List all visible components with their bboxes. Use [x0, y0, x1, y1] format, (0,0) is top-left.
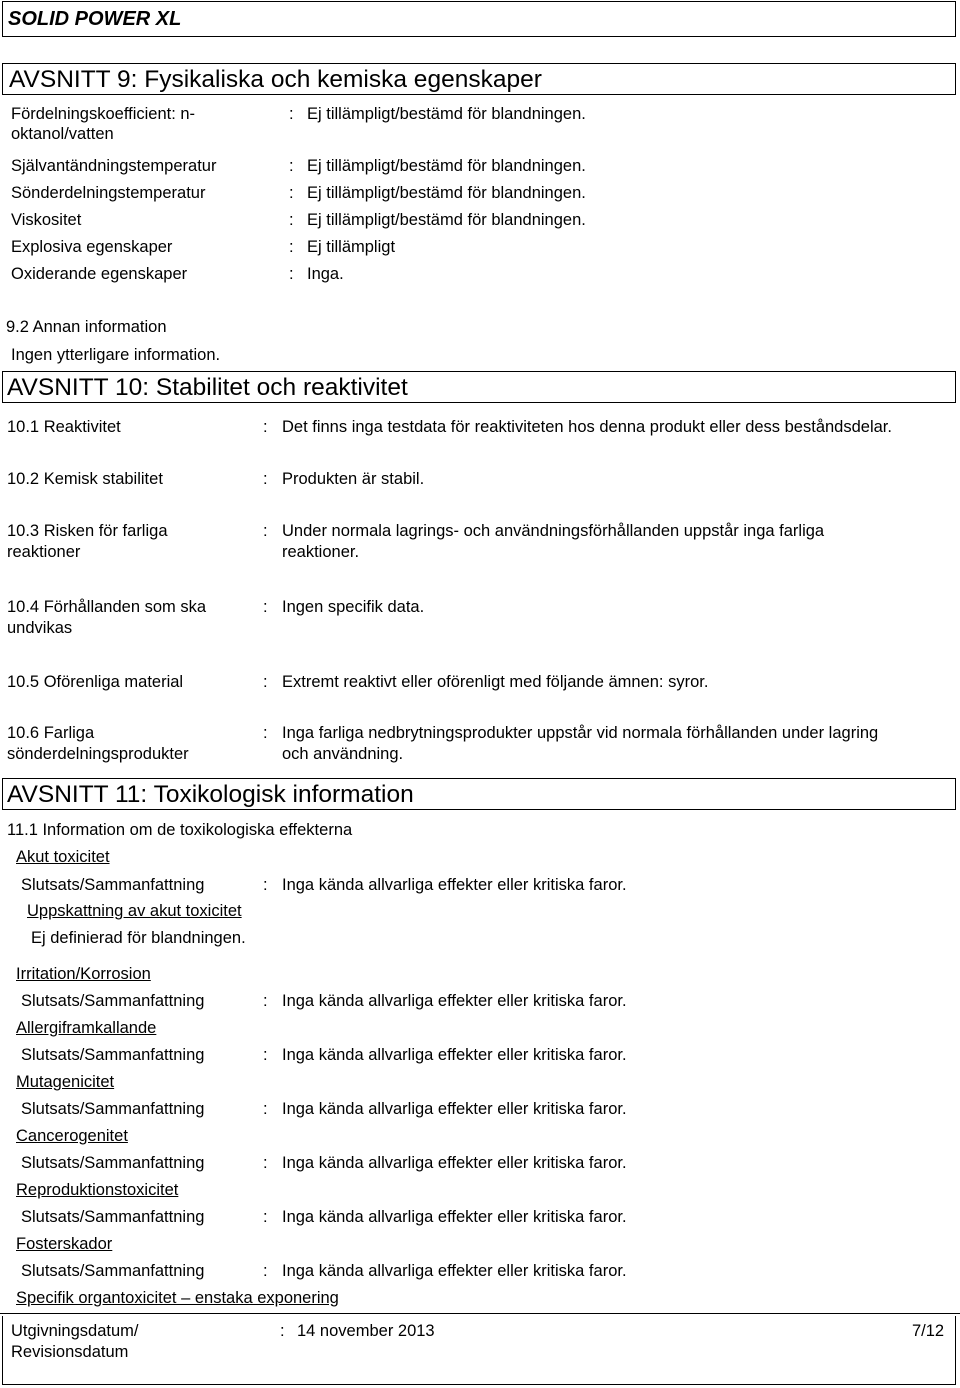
colon: :	[289, 157, 294, 175]
estimate-text: Ej definierad för blandningen.	[31, 929, 246, 947]
subsection-text: Ingen ytterligare information.	[11, 346, 221, 364]
colon: :	[263, 673, 268, 691]
summary-label: Slutsats/Sammanfattning	[21, 876, 205, 894]
property-value: Inga farliga nedbrytningsprodukter uppstår vid normala förhållanden under lagring	[282, 724, 879, 742]
toxicity-heading: Fosterskador	[16, 1235, 113, 1253]
colon: :	[263, 598, 268, 616]
section-10-title: AVSNITT 10: Stabilitet och reaktivitet	[7, 374, 408, 401]
property-label: Explosiva egenskaper	[11, 238, 173, 256]
footer-label-cont: Revisionsdatum	[11, 1343, 129, 1361]
colon: :	[263, 470, 268, 488]
property-value: Ej tillämpligt/bestämd för blandningen.	[307, 105, 586, 123]
summary-value: Inga kända allvarliga effekter eller kritiska faror.	[282, 1046, 627, 1064]
property-value-cont: och användning.	[282, 745, 404, 763]
footer	[2, 1316, 956, 1385]
summary-label: Slutsats/Sammanfattning	[21, 992, 205, 1010]
colon: :	[263, 876, 268, 894]
property-label: Oxiderande egenskaper	[11, 265, 188, 283]
subsection-heading: 9.2 Annan information	[6, 318, 167, 336]
property-label-cont: reaktioner	[7, 543, 81, 561]
property-value: Ej tillämpligt/bestämd för blandningen.	[307, 211, 586, 229]
colon: :	[263, 724, 268, 742]
property-label-cont: oktanol/vatten	[11, 125, 114, 143]
page-number: 7/12	[912, 1322, 945, 1340]
product-name: SOLID POWER XL	[8, 8, 182, 30]
property-label: 10.1 Reaktivitet	[7, 418, 121, 436]
property-label-cont: sönderdelningsprodukter	[7, 745, 189, 763]
property-value: Ej tillämpligt/bestämd för blandningen.	[307, 184, 586, 202]
summary-label: Slutsats/Sammanfattning	[21, 1046, 205, 1064]
property-value: Produkten är stabil.	[282, 470, 425, 488]
footer-label: Utgivningsdatum/	[11, 1322, 139, 1340]
toxicity-heading: Cancerogenitet	[16, 1127, 128, 1145]
property-label: Självantändningstemperatur	[11, 157, 217, 175]
colon: :	[289, 105, 294, 123]
property-value: Under normala lagrings- och användningsförhållanden uppstår inga farliga	[282, 522, 825, 540]
property-label: Fördelningskoefficient: n-	[11, 105, 196, 123]
colon: :	[263, 1208, 268, 1226]
section-9-title: AVSNITT 9: Fysikaliska och kemiska egenskaper	[9, 66, 542, 93]
colon: :	[263, 418, 268, 436]
colon: :	[289, 211, 294, 229]
summary-label: Slutsats/Sammanfattning	[21, 1154, 205, 1172]
colon: :	[263, 1262, 268, 1280]
toxicity-heading: Allergiframkallande	[16, 1019, 157, 1037]
summary-value: Inga kända allvarliga effekter eller kritiska faror.	[282, 992, 627, 1010]
property-label: 10.5 Oförenliga material	[7, 673, 184, 691]
property-value-cont: reaktioner.	[282, 543, 360, 561]
property-value: Ingen specifik data.	[282, 598, 425, 616]
colon: :	[263, 522, 268, 540]
summary-value: Inga kända allvarliga effekter eller kritiska faror.	[282, 1262, 627, 1280]
property-label: 10.6 Farliga	[7, 724, 95, 742]
colon: :	[289, 265, 294, 283]
toxicity-heading: Irritation/Korrosion	[16, 965, 151, 983]
colon: :	[263, 1100, 268, 1118]
footer-date: 14 november 2013	[297, 1322, 435, 1340]
summary-value: Inga kända allvarliga effekter eller kritiska faror.	[282, 1154, 627, 1172]
footer-divider	[0, 1313, 960, 1314]
property-value: Inga.	[307, 265, 344, 283]
summary-label: Slutsats/Sammanfattning	[21, 1208, 205, 1226]
summary-label: Slutsats/Sammanfattning	[21, 1262, 205, 1280]
property-value: Extremt reaktivt eller oförenligt med följande ämnen: syror.	[282, 673, 709, 691]
colon: :	[263, 1046, 268, 1064]
colon: :	[280, 1322, 285, 1340]
summary-label: Slutsats/Sammanfattning	[21, 1100, 205, 1118]
summary-value: Inga kända allvarliga effekter eller kritiska faror.	[282, 876, 627, 894]
colon: :	[289, 184, 294, 202]
property-label: 10.3 Risken för farliga	[7, 522, 168, 540]
document-header	[2, 1, 956, 37]
property-value: Ej tillämpligt	[307, 238, 396, 256]
property-value: Det finns inga testdata för reaktiviteten hos denna produkt eller dess beståndsdelar.	[282, 418, 892, 436]
property-label: Viskositet	[11, 211, 82, 229]
colon: :	[289, 238, 294, 256]
acute-toxicity-heading: Akut toxicitet	[16, 848, 110, 866]
toxicity-heading: Mutagenicitet	[16, 1073, 115, 1091]
summary-value: Inga kända allvarliga effekter eller kritiska faror.	[282, 1208, 627, 1226]
property-label: 10.2 Kemisk stabilitet	[7, 470, 163, 488]
acute-toxicity-estimate-heading: Uppskattning av akut toxicitet	[27, 902, 242, 920]
property-label-cont: undvikas	[7, 619, 73, 637]
subsection-heading: 11.1 Information om de toxikologiska effekterna	[7, 821, 353, 839]
colon: :	[263, 992, 268, 1010]
toxicity-heading: Reproduktionstoxicitet	[16, 1181, 179, 1199]
toxicity-heading: Specifik organtoxicitet – enstaka exponering	[16, 1289, 339, 1307]
section-11-title: AVSNITT 11: Toxikologisk information	[7, 781, 414, 808]
colon: :	[263, 1154, 268, 1172]
summary-value: Inga kända allvarliga effekter eller kritiska faror.	[282, 1100, 627, 1118]
property-value: Ej tillämpligt/bestämd för blandningen.	[307, 157, 586, 175]
property-label: 10.4 Förhållanden som ska	[7, 598, 207, 616]
property-label: Sönderdelningstemperatur	[11, 184, 206, 202]
